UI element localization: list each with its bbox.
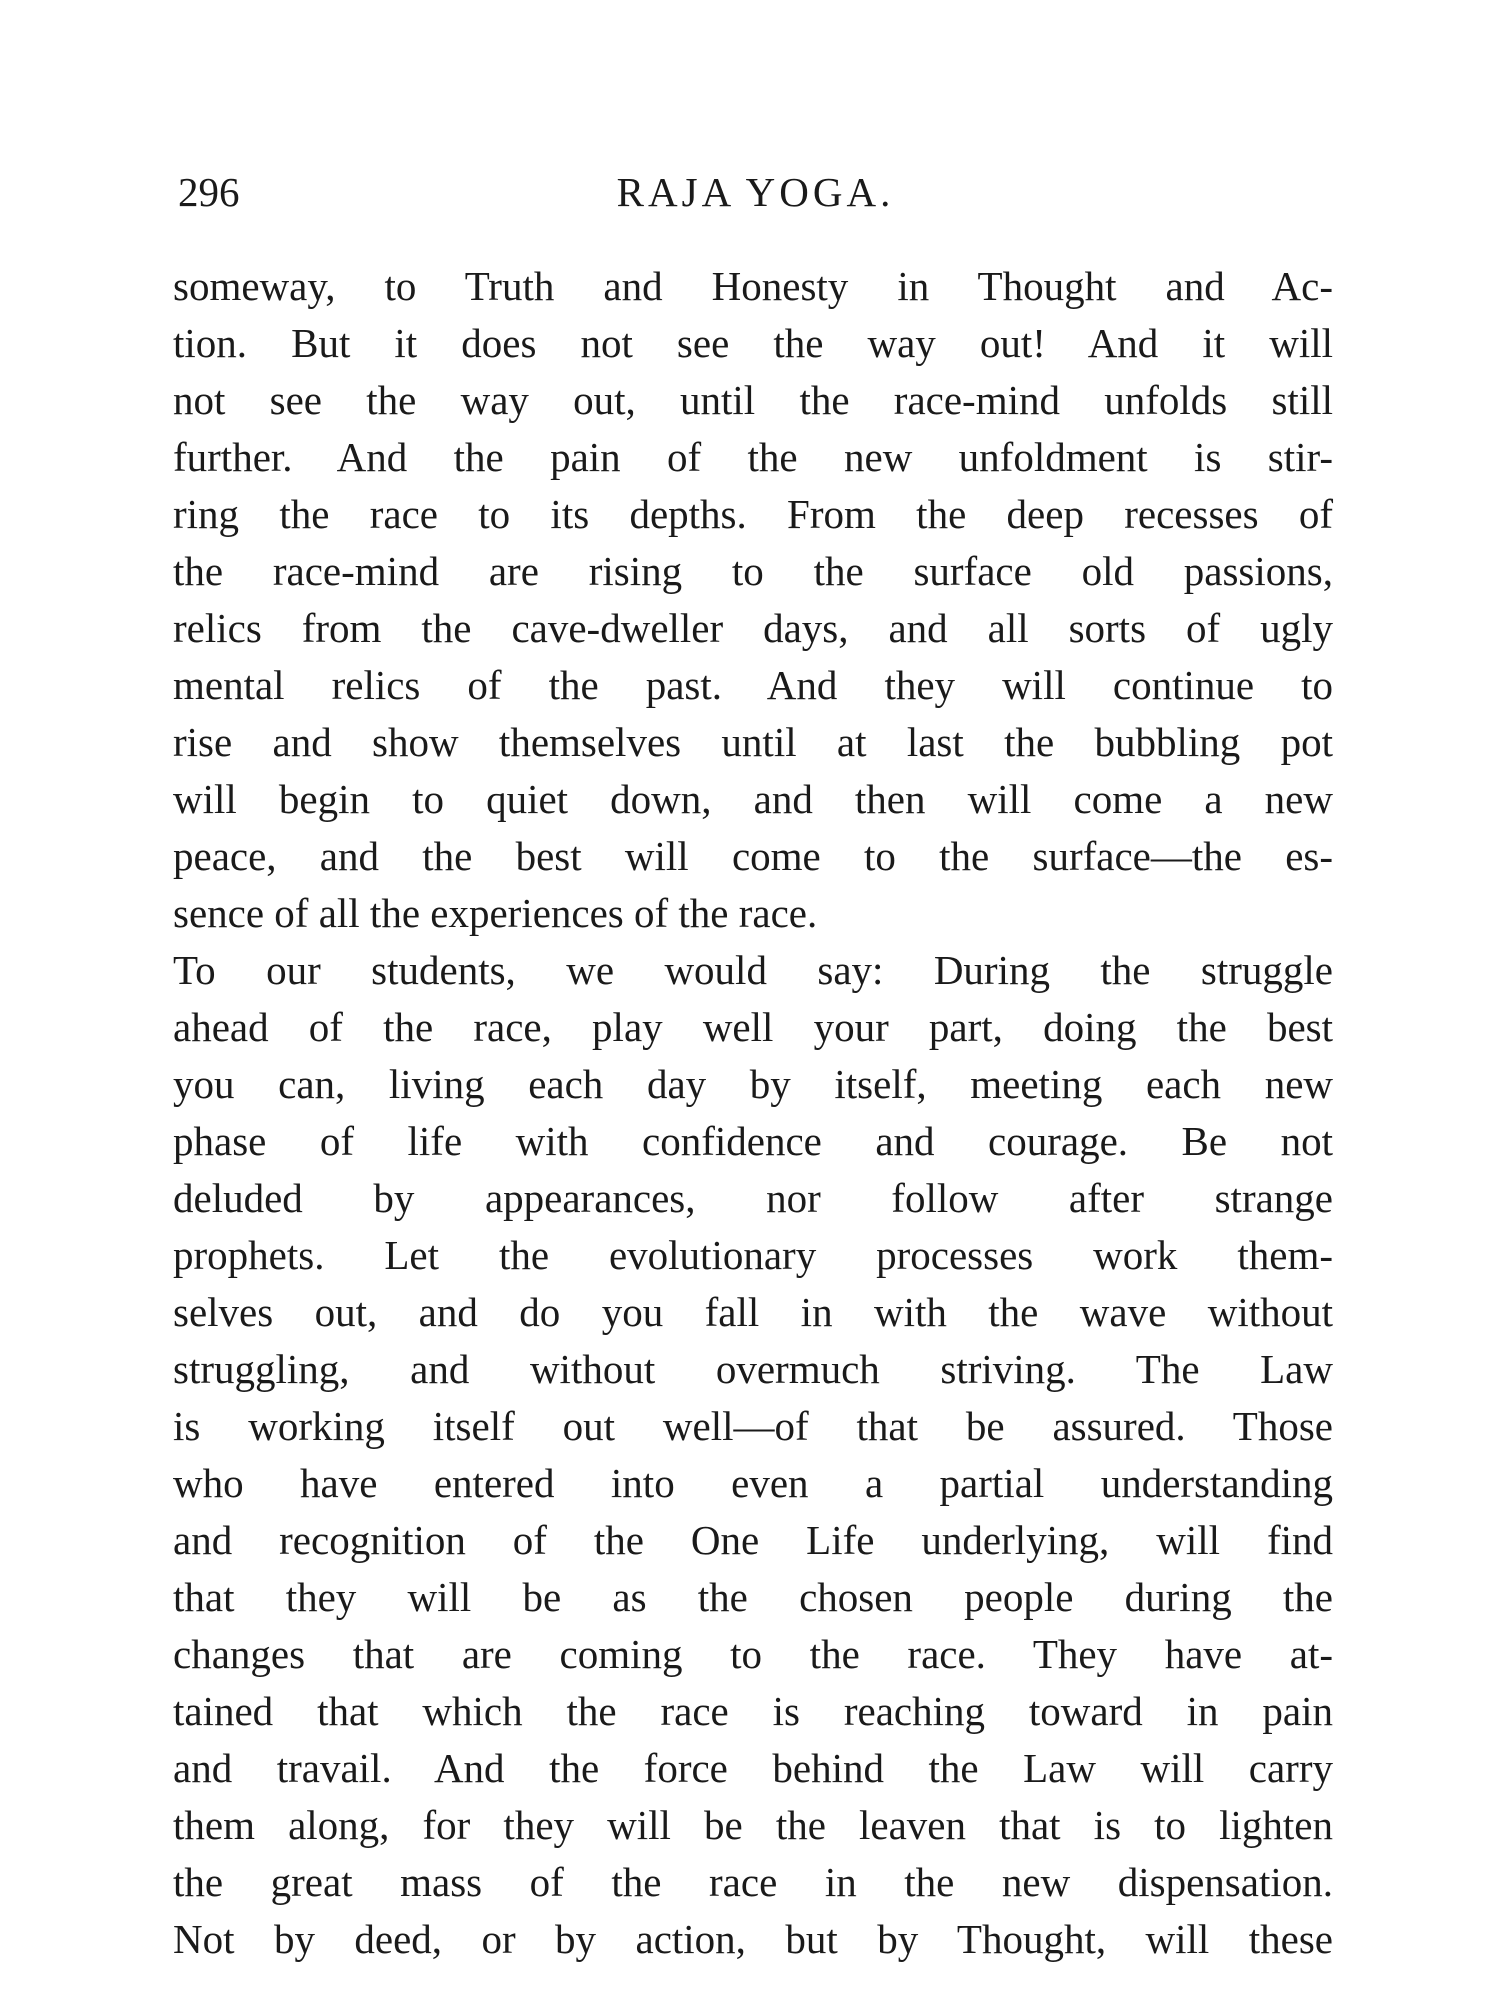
running-head	[178, 162, 1333, 222]
text-line: ahead of the race, play well your part, doing the best	[173, 1004, 1333, 1050]
running-title: RAJA YOGA.	[616, 169, 895, 215]
body-text	[173, 258, 1333, 1968]
text-line: will begin to quiet down, and then will come a new	[173, 776, 1333, 822]
text-line: and travail. And the force behind the Law will carry	[173, 1745, 1333, 1791]
paragraph-end-line: sence of all the experiences of the race.	[173, 890, 818, 936]
text-line: peace, and the best will come to the surface—the es-	[173, 833, 1333, 879]
text-line: further. And the pain of the new unfoldment is stir-	[173, 434, 1333, 480]
text-line: them along, for they will be the leaven that is to lighten	[173, 1802, 1333, 1848]
text-line: tion. But it does not see the way out! And it will	[173, 320, 1333, 366]
text-line: you can, living each day by itself, meeting each new	[173, 1061, 1333, 1107]
text-line: Not by deed, or by action, but by Thought, will these	[173, 1916, 1333, 1962]
text-line: mental relics of the past. And they will continue to	[173, 662, 1333, 708]
text-line: struggling, and without overmuch striving. The Law	[173, 1346, 1333, 1392]
text-line: that they will be as the chosen people during the	[173, 1574, 1333, 1620]
text-line: deluded by appearances, nor follow after strange	[173, 1175, 1333, 1221]
page-number: 296	[178, 169, 240, 215]
text-line: is working itself out well—of that be assured. Those	[173, 1403, 1333, 1449]
text-line: prophets. Let the evolutionary processes work them-	[173, 1232, 1333, 1278]
text-line: the race-mind are rising to the surface old passions,	[173, 548, 1333, 594]
paragraph-start-line: To our students, we would say: During the struggle	[173, 947, 1333, 993]
text-line: rise and show themselves until at last the bubbling pot	[173, 719, 1333, 765]
text-line: relics from the cave-dweller days, and all sorts of ugly	[173, 605, 1333, 651]
text-line: the great mass of the race in the new dispensation.	[173, 1859, 1333, 1905]
text-line: ring the race to its depths. From the deep recesses of	[173, 491, 1333, 537]
text-line: someway, to Truth and Honesty in Thought and Ac-	[173, 263, 1333, 309]
text-line: and recognition of the One Life underlying, will find	[173, 1517, 1333, 1563]
text-line: selves out, and do you fall in with the wave without	[173, 1289, 1333, 1335]
text-line: not see the way out, until the race-mind unfolds still	[173, 377, 1333, 423]
text-line: tained that which the race is reaching toward in pain	[173, 1688, 1333, 1734]
text-line: changes that are coming to the race. They have at-	[173, 1631, 1333, 1677]
text-line: who have entered into even a partial understanding	[173, 1460, 1333, 1506]
text-line: phase of life with confidence and courage. Be not	[173, 1118, 1333, 1164]
